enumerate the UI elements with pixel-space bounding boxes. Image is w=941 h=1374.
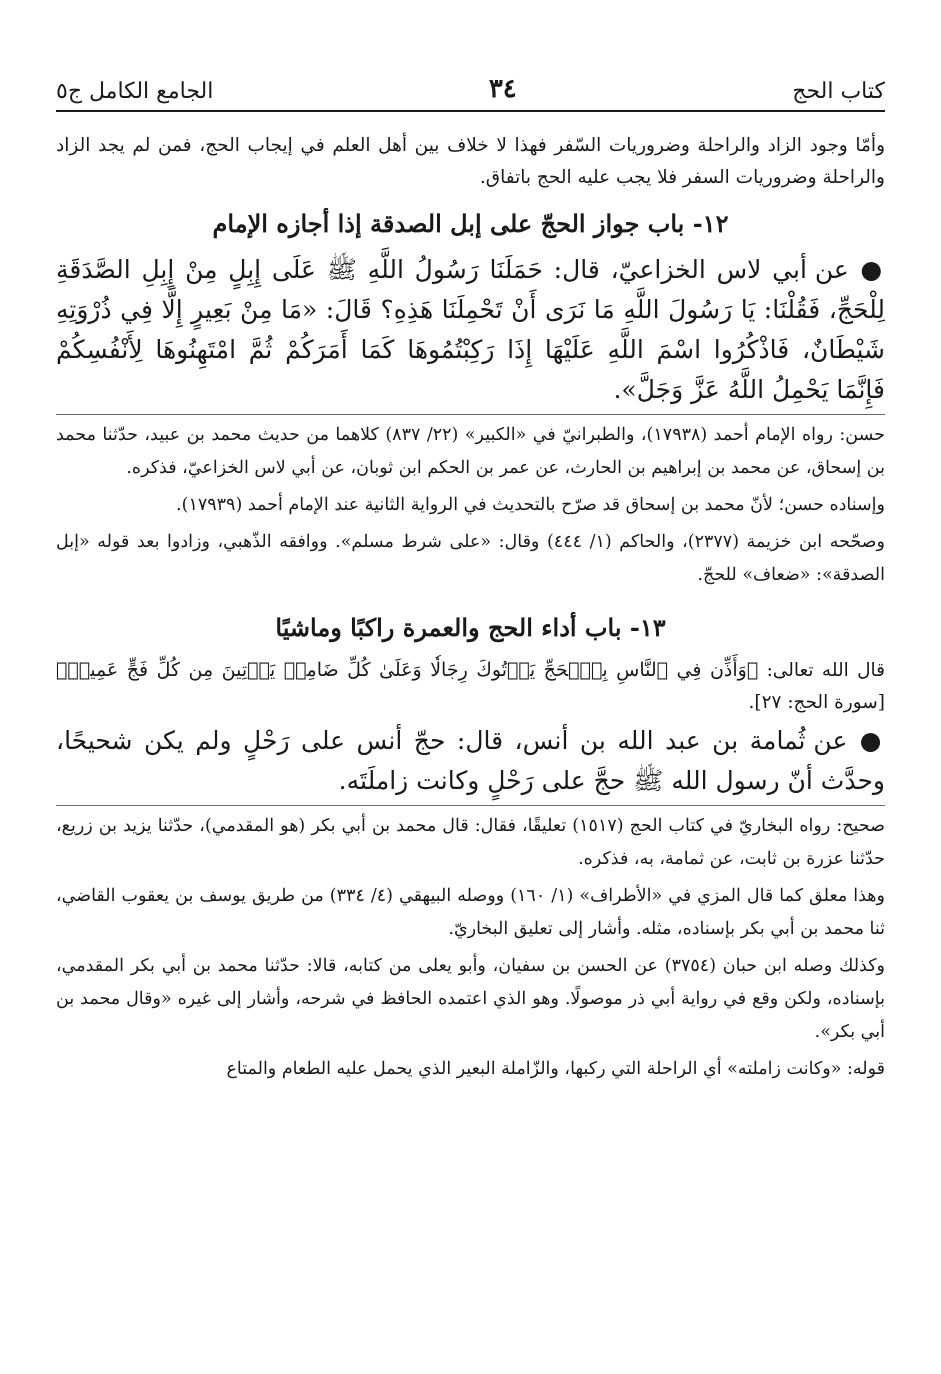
chapter-13-notes <box>56 805 885 1092</box>
chapter-13-note: صحيح: رواه البخاريّ في كتاب الحج (١٥١٧) تعليقًا، فقال: قال محمد بن أبي بكر (هو المقدمي)، حدّثنا يزيد بن زريع، حدّثنا عزرة بن ثابت، عن ثمامة، به، فذكره. <box>56 816 885 869</box>
chapter-12-hadith <box>56 250 885 410</box>
chapter-13-note: قوله: «وكانت زاملته» أي الراحلة التي ركبها، والزّاملة البعير الذي يحمل عليه الطعام والمتاع <box>226 1059 885 1079</box>
verse-reference: [سورة الحج: ٢٧]. <box>748 692 885 713</box>
chapter-12-note: وصحّحه ابن خزيمة (٢٣٧٧)، والحاكم (١/ ٤٤٤) وقال: «على شرط مسلم». ووافقه الذّهبي، وزادوا بعد قوله «إبل الصدقة»: «ضعاف» للحجّ. <box>56 532 885 585</box>
chapter-12-title: ١٢- باب جواز الحجّ على إبل الصدقة إذا أجازه الإمام <box>212 209 729 238</box>
chapter-12-hadith-text: عن أبي لاس الخزاعيّ، قال: حَمَلَنَا رَسُولُ اللَّهِ ﷺ عَلَى إِبِلٍ مِنْ إِبِلِ الصَّدَقَةِ لِلْحَجِّ، فَقُلْنَا: يَا رَسُولَ اللَّهِ مَا نَرَى أَنْ تَحْمِلَنَا هَذِهِ؟ قَالَ: «مَا مِنْ بَعِيرٍ إِلَّا فِي ذُرْوَتِهِ شَيْطَانٌ، فَاذْكُرُوا اسْمَ اللَّهِ عَلَيْهَا إِذَا رَكِبْتُمُوهَا كَمَا أَمَرَكُمْ ثُمَّ امْتَهِنُوهَا لِأَنْفُسِكُمْ فَإِنَّمَا يَحْمِلُ اللَّهُ عَزَّ وَجَلَّ». <box>56 255 885 404</box>
page-header <box>56 58 885 112</box>
chapter-12-note: حسن: رواه الإمام أحمد (١٧٩٣٨)، والطبرانيّ في «الكبير» (٢٢/ ٨٣٧) كلاهما من حديث محمد بن عبيد، حدّثنا محمد بن إسحاق، عن محمد بن إبراهيم بن الحارث، عن عمر بن الحكم ابن ثوبان، عن أبي لاس الخزاعيّ، فذكره. <box>56 425 885 478</box>
chapter-13-note: وكذلك وصله ابن حبان (٣٧٥٤) عن الحسن بن سفيان، وأبو يعلى من كتابه، قالا: حدّثنا محمد بن أبي بكر المقدمي، بإسناده، ولكن وقع في رواية أبي ذر موصولًا. وهو الذي اعتمده الحافظ في شرحه، وأشار إلى غيره «وقال محمد بن أبي بكر». <box>56 956 885 1042</box>
chapter-13-title: ١٣- باب أداء الحج والعمرة راكبًا وماشيًا <box>275 613 666 642</box>
chapter-13-hadith <box>56 721 885 801</box>
chapter-13-note: وهذا معلق كما قال المزي في «الأطراف» (١/ ١٦٠) ووصله البيهقي (٤/ ٣٣٤) من طريق يوسف بن يعقوب القاضي، ثنا محمد بن أبي بكر بإسناده، مثله. وأشار إلى تعليق البخاريّ. <box>56 886 885 939</box>
page-content <box>56 130 885 1092</box>
bullet-icon: ● <box>847 726 885 755</box>
verse-intro: قال الله تعالى: <box>758 660 885 681</box>
chapter-12-note: وإسناده حسن؛ لأنّ محمد بن إسحاق قد صرّح بالتحديث في الرواية الثانية عند الإمام أحمد (١٧٩٣٩). <box>176 495 885 515</box>
quran-verse: ﴿وَأَذِّن فِي ٱلنَّاسِ بِٱلۡحَجِّ يَأۡتُوكَ رِجَالٗا وَعَلَىٰ كُلِّ ضَامِرٖ يَأۡتِينَ مِن كُلِّ فَجٍّ عَمِيقٖ﴾ <box>56 659 759 681</box>
chapter-13-verse <box>56 654 885 719</box>
chapter-13-hadith-text: عن ثُمامة بن عبد الله بن أنس، قال: حجّ أنس على رَحْلٍ ولم يكن شحيحًا، وحدَّث أنّ رسول الله ﷺ حجَّ على رَحْلٍ وكانت زاملَتَه. <box>56 726 885 795</box>
bullet-icon: ● <box>848 255 885 284</box>
chapter-12-notes <box>56 414 885 598</box>
intro-paragraph: وأمّا وجود الزاد والراحلة وضروريات السّفر فهذا لا خلاف بين أهل العلم في إيجاب الحج، فمن لم يجد الزاد والراحلة وضروريات السفر فلا يجب عليه الحج باتفاق. <box>56 135 885 188</box>
book-title: كتاب الحج <box>792 79 885 104</box>
volume-label: الجامع الكامل ج٥ <box>56 79 214 104</box>
page-number: ٣٤ <box>488 74 517 104</box>
